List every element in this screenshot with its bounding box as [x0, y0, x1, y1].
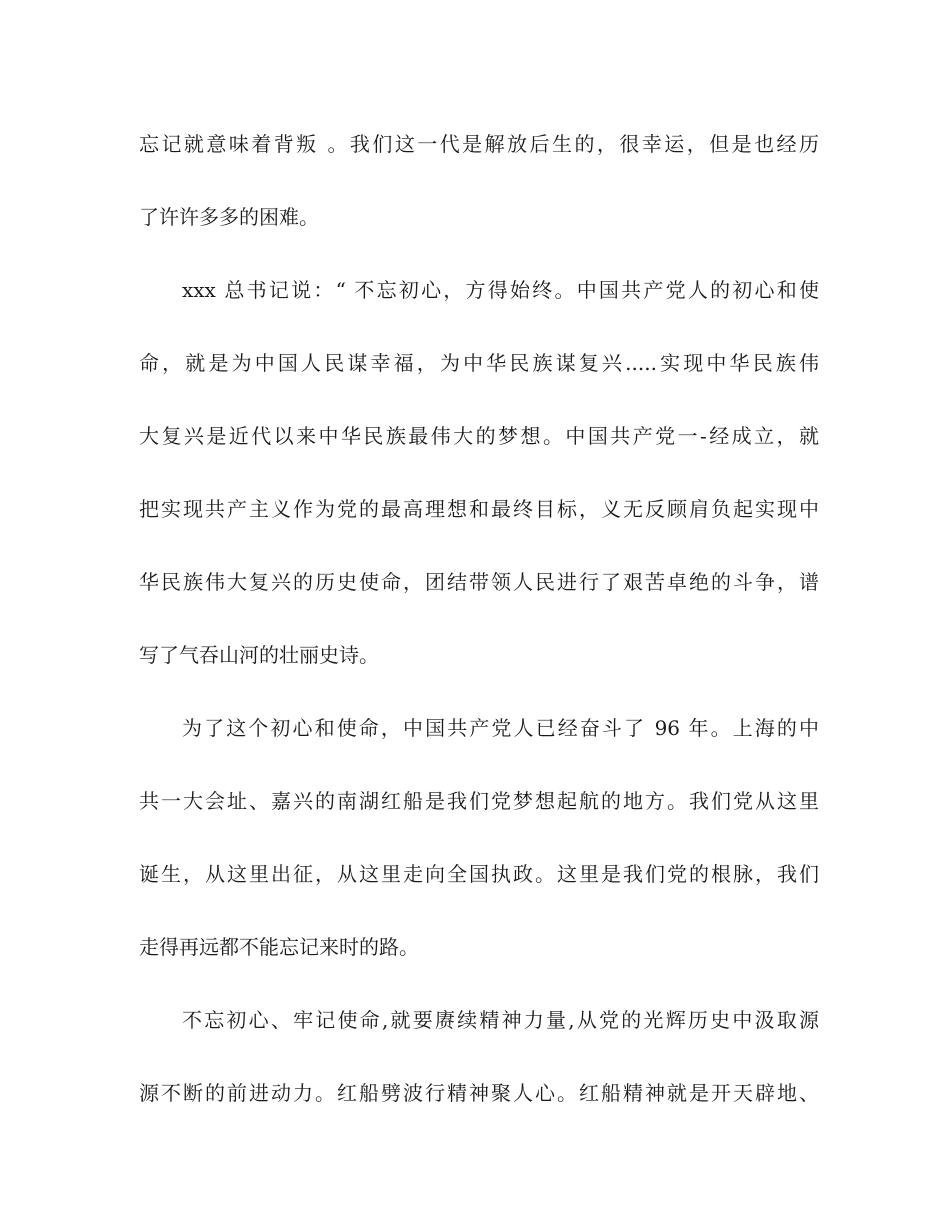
text-line: 写了气吞山河的壮丽史诗。: [139, 643, 379, 667]
text-line: 忘记就意味着背叛 。我们这一代是解放后生的，很幸运，但是也经历: [139, 132, 819, 156]
text-line: 了许许多多的困难。: [139, 205, 319, 229]
text-line: 共一大会址、嘉兴的南湖红船是我们党梦想起航的地方。我们党从这里: [139, 789, 819, 813]
text-line: 源不断的前进动力。红船劈波行精神聚人心。红船精神就是开天辟地、: [139, 1081, 819, 1105]
text-line: 命，就是为中国人民谋幸福，为中华民族谋复兴.....实现中华民族伟: [139, 351, 819, 375]
text-line: 大复兴是近代以来中华民族最伟大的梦想。中国共产党一-经成立，就: [139, 424, 819, 448]
text-line: xxx 总书记说：“ 不忘初心，方得始终。中国共产党人的初心和使: [182, 278, 819, 302]
text-line: 华民族伟大复兴的历史使命，团结带领人民进行了艰苦卓绝的斗争，谱: [139, 570, 819, 594]
text-line: 走得再远都不能忘记来时的路。: [139, 935, 419, 959]
text-line: 为了这个初心和使命，中国共产党人已经奋斗了 96 年。上海的中: [182, 716, 819, 740]
text-line: 诞生，从这里出征，从这里走向全国执政。这里是我们党的根脉，我们: [139, 862, 819, 886]
text-line: 不忘初心、牢记使命,就要赓续精神力量,从党的光辉历史中汲取源: [182, 1008, 819, 1032]
text-line: 把实现共产主义作为党的最高理想和最终目标，义无反顾肩负起实现中: [139, 497, 819, 521]
